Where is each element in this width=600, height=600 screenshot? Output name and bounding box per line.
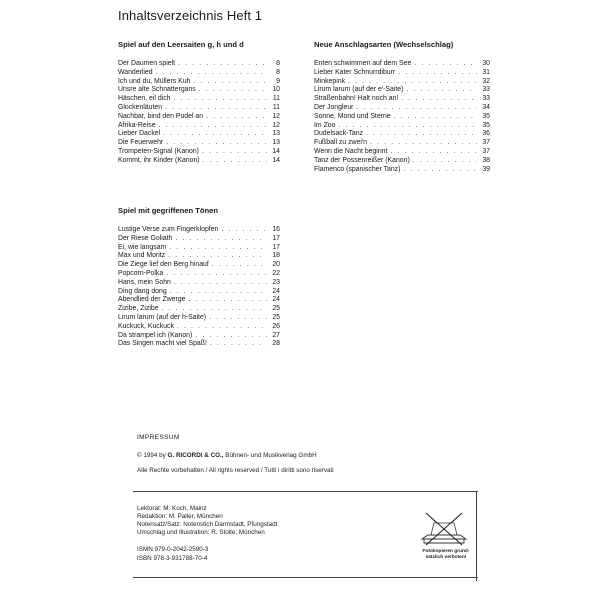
dot-leader <box>390 148 477 157</box>
toc-entry <box>118 288 280 297</box>
dot-leader <box>401 95 477 104</box>
dot-leader <box>394 113 477 122</box>
toc-entry <box>118 157 280 166</box>
publisher-suffix: Bühnen- und Musikverlag GmbH <box>223 452 317 459</box>
section-heading: Spiel mit gegriffenen Tönen <box>118 206 218 215</box>
toc-entry-title: Kommt, ihr Kinder (Kanon) <box>118 156 200 164</box>
toc-entry <box>118 314 280 323</box>
toc-entry <box>314 78 490 87</box>
copyright-line <box>137 452 317 459</box>
toc-entry <box>118 69 280 78</box>
toc-entry-title: Fußball zu zwei'n <box>314 139 368 147</box>
dot-leader <box>209 314 267 323</box>
dot-leader <box>193 78 267 87</box>
toc-entry-page: 37 <box>482 139 490 147</box>
toc-entry-page: 14 <box>272 156 280 164</box>
toc-entry-page: 39 <box>482 165 490 173</box>
toc-entry-page: 17 <box>272 234 280 242</box>
toc-entry-page: 26 <box>272 322 280 330</box>
dot-leader <box>175 235 267 244</box>
dot-leader <box>166 139 267 148</box>
toc-entry-page: 13 <box>272 130 280 138</box>
toc-entry-title: Im Zoo <box>314 121 336 129</box>
toc-entry <box>314 113 490 122</box>
dot-leader <box>202 148 267 157</box>
toc-entry-title: Straßenbahn! Halt noch an! <box>314 95 399 103</box>
toc-entry-title: Wenn die Nacht beginnt <box>314 147 388 155</box>
dot-leader <box>178 60 267 69</box>
toc-entry <box>118 139 280 148</box>
ismn-line: ISMN 979-0-2042-2590-3 <box>137 546 209 553</box>
toc-entry-title: Ding dang dong <box>118 287 167 295</box>
copyright-prefix: © 1994 by <box>137 452 168 459</box>
toc-entry-page: 11 <box>272 103 280 111</box>
dot-leader <box>166 270 267 279</box>
toc-entry-title: Lieber Dackel <box>118 130 161 138</box>
toc-entry-page: 8 <box>276 60 280 67</box>
dot-leader <box>338 122 477 131</box>
toc-entry-title: Flamenco (spanischer Tanz) <box>314 165 401 173</box>
toc-entry <box>118 104 280 113</box>
toc-entry-title: Kuckuck, Kuckuck <box>118 322 174 330</box>
toc-entry <box>314 139 490 148</box>
toc-entry-page: 12 <box>272 121 280 129</box>
toc-entry-title: Nachbar, bind den Pudel an <box>118 112 204 120</box>
toc-entry-page: 20 <box>272 261 280 269</box>
dot-leader <box>163 130 267 139</box>
dot-leader <box>173 95 267 104</box>
dot-leader <box>195 332 267 341</box>
toc-entry-title: Der Jongleur <box>314 103 354 111</box>
dot-leader <box>356 104 477 113</box>
dot-leader <box>398 69 477 78</box>
toc-entry-title: Sonne, Mond und Sterne <box>314 112 391 120</box>
toc-entry-title: Abendlied der Zwerge <box>118 296 186 304</box>
toc-list <box>118 226 280 349</box>
toc-entry <box>314 86 490 95</box>
toc-entry-page: 8 <box>276 68 280 76</box>
toc-entry <box>314 130 490 139</box>
toc-entry-title: Der Daumen spielt <box>118 60 176 67</box>
page-title: Inhaltsverzeichnis Heft 1 <box>118 8 263 23</box>
toc-section-leersaiten <box>118 40 280 166</box>
dot-leader <box>221 226 267 235</box>
toc-entry <box>118 60 280 69</box>
toc-entry-title: Das Singen macht viel Spaß! <box>118 340 207 348</box>
toc-entry-page: 35 <box>482 121 490 129</box>
toc-entry-page: 27 <box>272 331 280 339</box>
toc-entry <box>118 235 280 244</box>
section-heading: Spiel auf den Leersaiten g, h und d <box>118 40 244 49</box>
toc-entry-title: Dudelsack-Tanz <box>314 130 364 138</box>
toc-entry <box>118 78 280 87</box>
toc-entry-title: Lirum larum (auf der e'-Saite) <box>314 86 404 94</box>
toc-section-anschlagsarten <box>314 40 490 174</box>
dot-leader <box>414 60 477 69</box>
impressum-box <box>133 425 478 580</box>
toc-entry-page: 25 <box>272 313 280 321</box>
toc-entry <box>118 340 280 349</box>
toc-entry-page: 37 <box>482 147 490 155</box>
toc-entry-page: 22 <box>272 269 280 277</box>
toc-entry <box>118 332 280 341</box>
toc-entry-page: 38 <box>482 156 490 164</box>
toc-entry <box>314 122 490 131</box>
toc-entry <box>314 69 490 78</box>
dot-leader <box>212 261 267 270</box>
toc-entry-title: Minkepink <box>314 77 346 85</box>
toc-entry-title: Wanderlied <box>118 68 153 76</box>
toc-entry-title: Trompeten-Signal (Kanon) <box>118 147 199 155</box>
publisher-name: G. RICORDI & CO., <box>167 452 224 459</box>
section-heading: Neue Anschlagsarten (Wechselschlag) <box>314 40 454 49</box>
toc-entry-title: Ich und du, Müllers Kuh <box>118 77 191 85</box>
divider <box>133 577 478 578</box>
toc-entry-title: Max und Moritz <box>118 252 166 260</box>
toc-entry <box>118 252 280 261</box>
toc-entry-page: 36 <box>482 130 490 138</box>
dot-leader <box>370 139 477 148</box>
toc-list <box>118 60 280 166</box>
toc-entry-title: Die Feuerwehr <box>118 139 164 147</box>
crossed-out-copier-icon <box>414 509 472 549</box>
dot-leader <box>413 157 477 166</box>
dot-leader <box>206 113 267 122</box>
toc-entry-title: Unsre alte Schnattergans <box>118 86 196 94</box>
toc-entry-page: 24 <box>272 296 280 304</box>
toc-entry <box>118 305 280 314</box>
isbn-line: ISBN 978-3-931788-70-4 <box>137 555 208 562</box>
toc-entry-page: 33 <box>482 86 490 94</box>
toc-entry-page: 32 <box>482 77 490 85</box>
credit-line: Redaktion: M. Paller, München <box>137 513 223 520</box>
dot-leader <box>199 86 267 95</box>
toc-entry <box>118 323 280 332</box>
toc-list <box>314 60 490 174</box>
toc-entry <box>118 279 280 288</box>
dot-leader <box>169 244 267 253</box>
toc-entry-title: Afrika-Reise <box>118 121 156 129</box>
rights-line: Alle Rechte vorbehalten / All rights reserved / Tutti i diritti sono riservati <box>137 467 334 474</box>
dot-leader <box>170 288 267 297</box>
toc-entry <box>118 226 280 235</box>
toc-entry <box>118 122 280 131</box>
toc-entry <box>118 148 280 157</box>
divider <box>476 491 477 581</box>
dot-leader <box>406 86 477 95</box>
dot-leader <box>165 104 267 113</box>
toc-entry-page: 9 <box>276 77 280 85</box>
toc-entry <box>314 148 490 157</box>
toc-entry-page: 14 <box>272 147 280 155</box>
toc-entry-page: 23 <box>272 278 280 286</box>
toc-entry <box>118 296 280 305</box>
toc-entry <box>118 95 280 104</box>
impressum-title: IMPRESSUM <box>137 434 180 441</box>
credit-line: Umschlag und Illustration: R. Stolte, München <box>137 529 265 536</box>
toc-entry-page: 24 <box>272 287 280 295</box>
toc-entry-page: 13 <box>272 139 280 147</box>
toc-entry-page: 33 <box>482 95 490 103</box>
dot-leader <box>348 78 477 87</box>
toc-entry-title: Enten schwimmen auf dem See <box>314 60 412 67</box>
toc-entry <box>314 157 490 166</box>
no-photocopy-icon <box>414 509 472 569</box>
toc-entry-title: Die Ziege lief den Berg hinauf <box>118 261 209 269</box>
toc-entry-title: Lustige Verse zum Fingerklopfen <box>118 226 219 233</box>
toc-entry-title: Häschen, eil dich <box>118 95 171 103</box>
toc-entry-page: 34 <box>482 103 490 111</box>
dot-leader <box>210 340 267 349</box>
toc-entry-page: 10 <box>272 86 280 94</box>
dot-leader <box>168 252 267 261</box>
toc-entry <box>314 104 490 113</box>
toc-entry-title: Ei, wie langsam <box>118 243 167 251</box>
dot-leader <box>366 130 477 139</box>
credit-line: Notensatz/Satz: Notenstich Darmstadt, Pfungstadt <box>137 521 278 528</box>
toc-entry-page: 17 <box>272 243 280 251</box>
toc-entry <box>118 244 280 253</box>
dot-leader <box>188 296 267 305</box>
dot-leader <box>403 166 477 175</box>
toc-entry <box>118 130 280 139</box>
dot-leader <box>159 122 267 131</box>
toc-entry-page: 25 <box>272 305 280 313</box>
dot-leader <box>177 323 267 332</box>
toc-entry-page: 30 <box>482 60 490 67</box>
toc-entry <box>118 86 280 95</box>
toc-entry-page: 11 <box>272 95 280 103</box>
divider <box>133 491 478 492</box>
toc-entry-page: 18 <box>272 252 280 260</box>
toc-entry-page: 28 <box>272 340 280 348</box>
toc-entry-title: Glockenläuten <box>118 103 163 111</box>
toc-entry-title: Lirum larum (auf der h-Saite) <box>118 313 207 321</box>
toc-entry-page: 35 <box>482 112 490 120</box>
toc-entry <box>314 60 490 69</box>
toc-entry-title: Tanz der Possenreißer (Kanon) <box>314 156 410 164</box>
toc-entry-page: 16 <box>272 226 280 233</box>
toc-entry-page: 12 <box>272 112 280 120</box>
toc-entry-title: Zizibe, Zizibe <box>118 305 159 313</box>
toc-entry-title: Hans, mein Sohn <box>118 278 171 286</box>
dot-leader <box>174 279 267 288</box>
dot-leader <box>203 157 267 166</box>
toc-entry-title: Lieber Kater Schnurrdiburr <box>314 68 396 76</box>
toc-entry <box>314 95 490 104</box>
toc-entry <box>118 113 280 122</box>
toc-entry <box>118 261 280 270</box>
toc-entry-title: Popcorn-Polka <box>118 269 164 277</box>
dot-leader <box>156 69 267 78</box>
copy-warning-text: Fotokopieren grund- sätzlich verboten! <box>422 549 470 560</box>
dot-leader <box>162 305 267 314</box>
toc-section-gegriffene-toene <box>118 206 280 349</box>
toc-entry <box>314 166 490 175</box>
credit-line: Lektorat: M. Koch, Mainz <box>137 505 207 512</box>
toc-entry <box>118 270 280 279</box>
toc-entry-title: Der Riese Goliath <box>118 234 173 242</box>
toc-entry-title: Da strampel ich (Kanon) <box>118 331 193 339</box>
toc-entry-page: 31 <box>482 68 490 76</box>
